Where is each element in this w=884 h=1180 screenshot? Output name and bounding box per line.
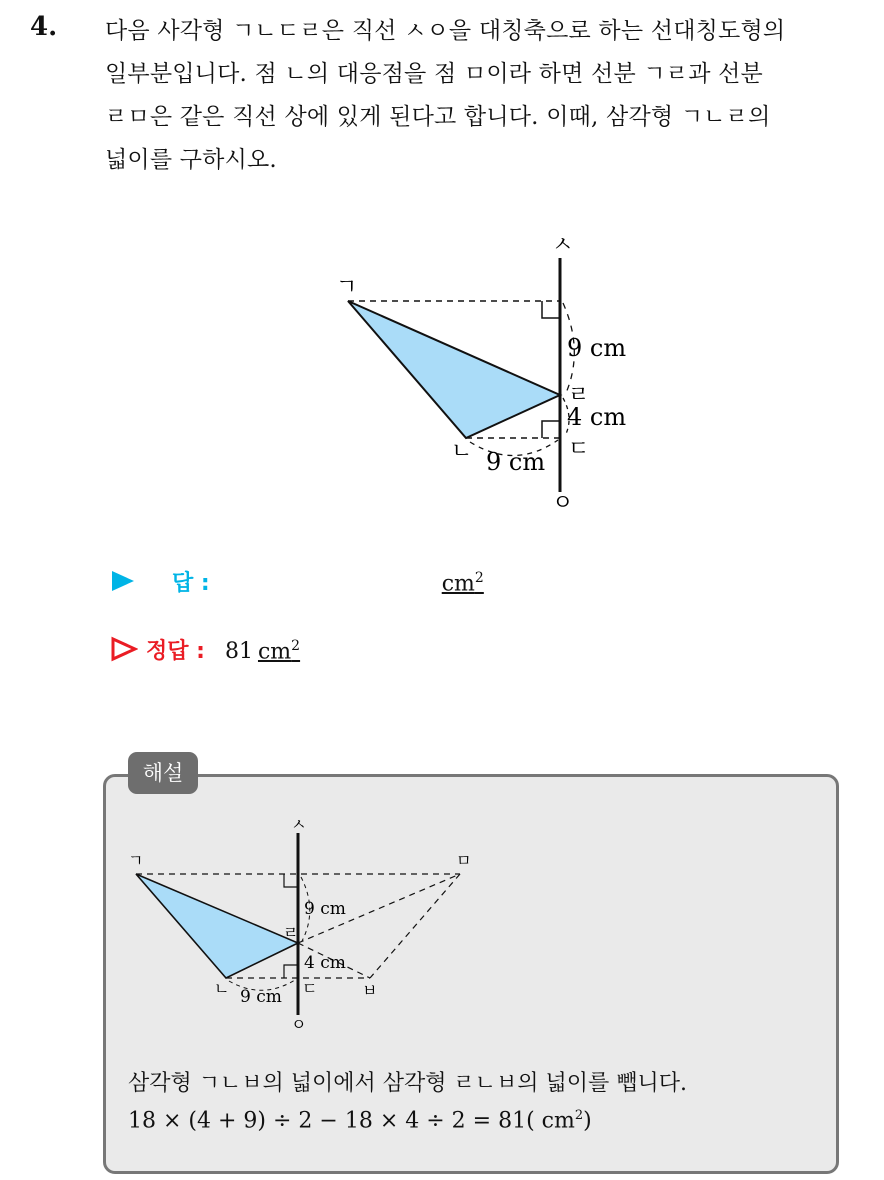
label-d: ㄷ <box>568 437 590 462</box>
length-nd: 9 cm <box>240 987 282 1007</box>
right-angle-mark <box>284 874 298 887</box>
label-n: ㄴ <box>451 439 473 464</box>
label-d: ㄷ <box>302 979 318 998</box>
label-s: ㅅ <box>552 233 574 258</box>
length-gr: 9 cm <box>567 334 627 362</box>
question-line: 다음 사각형 ㄱㄴㄷㄹ은 직선 ㅅㅇ을 대칭축으로 하는 선대칭도형의 <box>105 18 786 44</box>
correct-value: 81 <box>224 639 253 664</box>
explanation-line-1: 삼각형 ㄱㄴㅂ의 넓이에서 삼각형 ㄹㄴㅂ의 넓이를 뺍니다. <box>128 1071 688 1096</box>
label-o: ㅇ <box>552 491 574 516</box>
label-m: ㅁ <box>456 851 472 870</box>
length-rd: 4 cm <box>304 953 346 973</box>
length-gr: 9 cm <box>304 899 346 919</box>
label-r: ㄹ <box>283 923 299 942</box>
label-g: ㄱ <box>336 275 358 300</box>
label-g: ㄱ <box>128 851 144 870</box>
correct-label: 정답 : <box>146 639 205 664</box>
right-angle-mark <box>284 965 298 978</box>
question-line: 넓이를 구하시오. <box>105 147 277 173</box>
length-rd: 4 cm <box>567 403 627 431</box>
label-o: ㅇ <box>291 1015 307 1034</box>
question-line: ㄹㅁ은 같은 직선 상에 있게 된다고 합니다. 이때, 삼각형 ㄱㄴㄹ의 <box>105 104 771 130</box>
length-nd: 9 cm <box>486 448 546 476</box>
label-b: ㅂ <box>362 981 378 1000</box>
dashed-line-m-b <box>370 874 460 978</box>
explanation-tag: 해설 <box>128 752 198 794</box>
answer-label: 답 : <box>172 571 210 596</box>
question-number: 4. <box>30 12 58 42</box>
label-n: ㄴ <box>214 979 230 998</box>
explanation-line-2: 18 × (4 + 9) ÷ 2 − 18 × 4 ÷ 2 = 81( $cm^2$) <box>128 1108 592 1134</box>
triangle-g-n-r <box>136 874 298 978</box>
question-line: 일부분입니다. 점 ㄴ의 대응점을 점 ㅁ이라 하면 선분 ㄱㄹ과 선분 <box>105 61 763 87</box>
label-r: ㄹ <box>568 383 590 408</box>
answer-unit: $cm^2$ <box>441 569 484 596</box>
correct-unit: $cm^2$ <box>257 637 301 664</box>
label-s: ㅅ <box>291 815 307 834</box>
